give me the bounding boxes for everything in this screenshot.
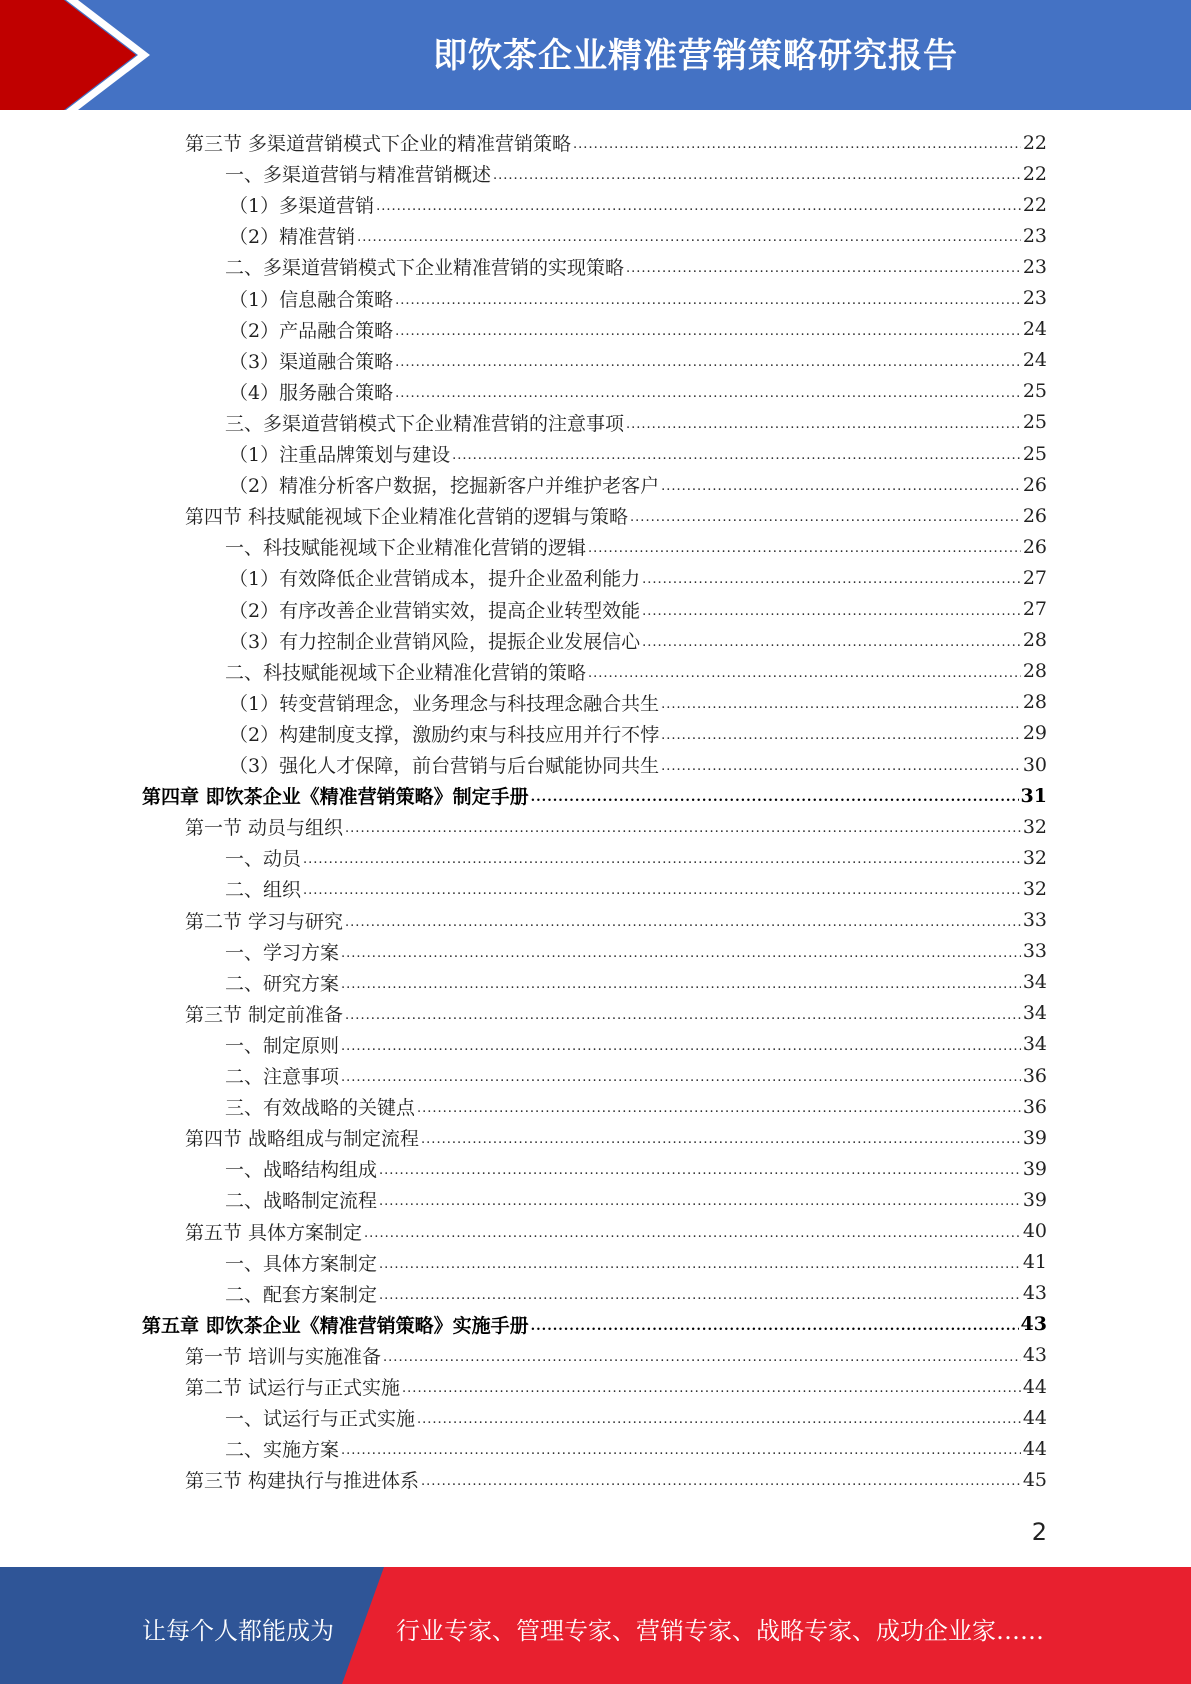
footer-slogan-left: 让每个人都能成为 (142, 1617, 334, 1645)
footer-slogan-right: 行业专家、管理专家、营销专家、战略专家、成功企业家…… (396, 1617, 1044, 1645)
toc-entry-title: （2）构建制度支撑，激励约束与科技应用并行不悖 (229, 723, 660, 746)
toc-entry[interactable] (225, 1153, 1047, 1184)
toc-entry-page: 45 (1022, 1468, 1047, 1491)
toc-entry-title: （3）渠道融合策略 (229, 350, 394, 373)
toc-entry-title: 二、组织 (225, 879, 302, 902)
toc-dot-leader (345, 1008, 1021, 1029)
toc-entry-page: 31 (1020, 784, 1047, 807)
toc-entry[interactable] (229, 220, 1047, 251)
toc-entry-page: 34 (1022, 1033, 1047, 1056)
toc-entry-page: 25 (1022, 442, 1047, 465)
toc-entry[interactable] (225, 1433, 1047, 1464)
toc-entry-page: 39 (1022, 1188, 1047, 1211)
toc-entry-page: 40 (1022, 1220, 1047, 1242)
toc-entry-title: 一、动员 (225, 848, 302, 871)
toc-entry[interactable] (185, 998, 1047, 1029)
toc-dot-leader (345, 915, 1021, 936)
toc-entry-page: 39 (1022, 1126, 1047, 1149)
toc-entry[interactable] (225, 1091, 1047, 1122)
toc-entry-page: 22 (1022, 162, 1047, 185)
toc-entry-title: 一、战略结构组成 (225, 1159, 378, 1182)
toc-entry-title: 第三节 多渠道营销模式下企业的精准营销策略 (185, 133, 572, 155)
toc-dot-leader (402, 1381, 1021, 1402)
toc-entry-page: 26 (1022, 504, 1047, 527)
toc-entry-title: 二、注意事项 (225, 1066, 340, 1088)
toc-entry-page: 43 (1022, 1344, 1047, 1367)
toc-entry-page: 24 (1022, 318, 1047, 341)
toc-entry[interactable] (185, 1122, 1047, 1153)
toc-entry[interactable] (229, 469, 1047, 500)
toc-entry-title: （1）信息融合策略 (229, 288, 394, 311)
toc-entry-title: 三、有效战略的关键点 (225, 1097, 416, 1120)
toc-entry-title: （2）有序改善企业营销实效，提高企业转型效能 (229, 599, 641, 622)
toc-entry[interactable] (229, 687, 1047, 718)
toc-dot-leader (630, 510, 1021, 531)
toc-dot-leader (417, 1412, 1021, 1433)
toc-dot-leader (341, 1039, 1021, 1060)
toc-entry[interactable] (225, 407, 1047, 438)
toc-entry-page: 34 (1022, 1002, 1047, 1025)
toc-dot-leader (417, 1101, 1021, 1122)
toc-entry[interactable] (225, 873, 1047, 904)
toc-entry-page: 43 (1020, 1313, 1047, 1336)
toc-dot-leader (588, 541, 1021, 562)
toc-dot-leader (383, 1350, 1021, 1371)
toc-dot-leader (341, 977, 1021, 998)
report-header (0, 0, 1191, 110)
toc-entry-page: 25 (1022, 411, 1047, 434)
toc-entry-page: 32 (1022, 846, 1047, 869)
toc-dot-leader (626, 417, 1021, 438)
toc-entry-title: 二、科技赋能视域下企业精准化营销的策略 (225, 661, 587, 684)
toc-entry-page: 32 (1022, 877, 1047, 900)
toc-dot-leader (573, 137, 1021, 158)
toc-entry-title: （2）产品融合策略 (229, 319, 394, 342)
toc-entry-title: 二、多渠道营销模式下企业精准营销的实现策略 (225, 257, 625, 280)
toc-entry[interactable] (229, 376, 1047, 407)
toc-entry-title: （4）服务融合策略 (229, 381, 394, 404)
toc-entry-page: 33 (1022, 940, 1047, 963)
toc-entry[interactable] (185, 905, 1047, 936)
toc-entry-page: 44 (1022, 1406, 1047, 1429)
toc-entry[interactable] (229, 283, 1047, 314)
toc-dot-leader (493, 168, 1021, 189)
toc-entry[interactable] (225, 842, 1047, 873)
toc-entry[interactable] (225, 1247, 1047, 1278)
toc-entry[interactable] (185, 1371, 1047, 1402)
toc-entry[interactable] (229, 562, 1047, 593)
toc-entry-title: 一、具体方案制定 (225, 1252, 378, 1275)
toc-entry-title: 一、多渠道营销与精准营销概述 (225, 164, 492, 187)
toc-dot-leader (303, 852, 1021, 873)
toc-dot-leader (661, 759, 1021, 780)
toc-entry[interactable] (229, 625, 1047, 656)
toc-dot-leader (661, 697, 1021, 718)
toc-entry[interactable] (225, 1402, 1047, 1433)
toc-entry-page: 28 (1022, 691, 1047, 714)
toc-entry-title: 一、科技赋能视域下企业精准化营销的逻辑 (225, 537, 587, 560)
toc-entry[interactable] (229, 345, 1047, 376)
toc-entry[interactable] (225, 1060, 1047, 1091)
toc-entry-title: （1）转变营销理念，业务理念与科技理念融合共生 (229, 692, 660, 715)
toc-dot-leader (303, 883, 1021, 904)
page-footer (0, 1567, 1191, 1684)
toc-entry[interactable] (229, 189, 1047, 220)
toc-entry-title: 二、配套方案制定 (225, 1283, 378, 1306)
toc-entry-title: 第五章 即饮茶企业《精准营销策略》实施手册 (142, 1314, 529, 1337)
toc-entry[interactable] (225, 1278, 1047, 1309)
page-number: 2 (1031, 1518, 1047, 1546)
toc-entry[interactable] (229, 594, 1047, 625)
toc-dot-leader (452, 448, 1021, 469)
toc-entry-title: 第三节 制定前准备 (185, 1003, 344, 1026)
toc-entry-page: 36 (1022, 1064, 1047, 1087)
toc-dot-leader (642, 635, 1021, 656)
toc-entry-title: （3）有力控制企业营销风险，提振企业发展信心 (229, 630, 641, 653)
toc-dot-leader (421, 1132, 1021, 1153)
toc-dot-leader (661, 728, 1021, 749)
toc-dot-leader (395, 293, 1021, 314)
toc-entry-title: （2）精准分析客户数据，挖掘新客户并维护老客户 (229, 475, 660, 498)
toc-entry-title: （1）注重品牌策划与建设 (229, 444, 451, 466)
toc-entry-title: 二、战略制定流程 (225, 1190, 378, 1213)
toc-entry-page: 34 (1022, 971, 1047, 994)
toc-dot-leader (395, 355, 1021, 376)
toc-entry-title: 第五节 具体方案制定 (185, 1221, 363, 1244)
toc-entry-title: 第一节 培训与实施准备 (185, 1345, 382, 1368)
toc-entry-title: （1）有效降低企业营销成本，提升企业盈利能力 (229, 568, 641, 591)
toc-entry-title: 一、学习方案 (225, 941, 340, 964)
toc-chapter-entry[interactable] (142, 1309, 1047, 1340)
toc-entry-title: 第三节 构建执行与推进体系 (185, 1470, 420, 1493)
toc-chapter-entry[interactable] (142, 780, 1047, 811)
toc-entry[interactable] (225, 967, 1047, 998)
toc-dot-leader (364, 1226, 1021, 1247)
toc-entry-page: 28 (1022, 629, 1047, 652)
toc-entry-page: 43 (1022, 1282, 1047, 1305)
toc-dot-leader (588, 666, 1021, 687)
toc-entry-title: 第四节 战略组成与制定流程 (185, 1128, 420, 1151)
toc-dot-leader (531, 1319, 1019, 1340)
toc-entry-page: 41 (1022, 1251, 1047, 1274)
toc-entry-page: 25 (1022, 380, 1047, 403)
toc-entry[interactable] (225, 1029, 1047, 1060)
toc-entry-title: 二、实施方案 (225, 1439, 340, 1462)
toc-entry-title: 第二节 试运行与正式实施 (185, 1377, 401, 1399)
toc-dot-leader (341, 1443, 1021, 1464)
toc-dot-leader (531, 790, 1019, 811)
toc-entry-page: 24 (1022, 349, 1047, 372)
toc-entry[interactable] (225, 531, 1047, 562)
toc-entry-page: 26 (1022, 535, 1047, 558)
toc-entry-page: 36 (1022, 1095, 1047, 1118)
toc-entry[interactable] (185, 1216, 1047, 1247)
toc-entry[interactable] (229, 438, 1047, 469)
toc-dot-leader (341, 1070, 1021, 1091)
toc-entry-page: 23 (1022, 224, 1047, 247)
toc-entry-page: 26 (1022, 473, 1047, 496)
toc-entry[interactable] (225, 656, 1047, 687)
toc-dot-leader (395, 324, 1021, 345)
toc-dot-leader (395, 386, 1021, 407)
toc-entry[interactable] (225, 251, 1047, 282)
toc-entry-title: 第二节 学习与研究 (185, 910, 344, 933)
toc-entry-page: 29 (1022, 722, 1047, 745)
toc-entry-page: 28 (1022, 660, 1047, 683)
toc-entry[interactable] (229, 749, 1047, 780)
toc-dot-leader (345, 821, 1021, 842)
toc-entry-title: 一、制定原则 (225, 1034, 340, 1057)
report-title: 即饮茶企业精准营销策略研究报告 (433, 36, 958, 76)
toc-entry-title: 第四节 科技赋能视域下企业精准化营销的逻辑与策略 (185, 506, 629, 529)
toc-entry-title: （3）强化人才保障，前台营销与后台赋能协同共生 (229, 755, 660, 777)
toc-entry-page: 27 (1022, 598, 1047, 620)
toc-entry-page: 27 (1022, 566, 1047, 589)
toc-entry-page: 44 (1022, 1437, 1047, 1460)
toc-dot-leader (376, 199, 1021, 220)
toc-entry-page: 22 (1022, 131, 1047, 154)
toc-dot-leader (379, 1163, 1021, 1184)
toc-entry[interactable] (185, 500, 1047, 531)
toc-dot-leader (379, 1194, 1021, 1215)
toc-entry-page: 39 (1022, 1157, 1047, 1180)
toc-dot-leader (421, 1474, 1021, 1495)
toc-entry[interactable] (229, 718, 1047, 749)
toc-dot-leader (642, 572, 1021, 593)
toc-entry-title: 一、试运行与正式实施 (225, 1408, 416, 1431)
toc-entry-title: 第一节 动员与组织 (185, 817, 344, 840)
toc-entry[interactable] (225, 936, 1047, 967)
toc-dot-leader (379, 1257, 1021, 1278)
toc-entry-page: 44 (1022, 1375, 1047, 1398)
toc-entry[interactable] (225, 1184, 1047, 1215)
toc-entry-page: 22 (1022, 193, 1047, 216)
toc-entry-page: 23 (1022, 255, 1047, 278)
toc-dot-leader (341, 946, 1021, 967)
toc-entry-title: 第四章 即饮茶企业《精准营销策略》制定手册 (142, 786, 529, 809)
toc-entry-page: 32 (1022, 815, 1047, 838)
toc-entry-title: （2）精准营销 (229, 226, 356, 249)
toc-dot-leader (379, 1288, 1021, 1309)
toc-dot-leader (642, 604, 1021, 625)
toc-entry-title: 三、多渠道营销模式下企业精准营销的注意事项 (225, 412, 625, 435)
toc-entry-page: 30 (1022, 753, 1047, 776)
toc-entry-title: 二、研究方案 (225, 972, 340, 995)
toc-entry[interactable] (185, 811, 1047, 842)
toc-entry[interactable] (185, 1340, 1047, 1371)
toc-entry-title: （1）多渠道营销 (229, 195, 375, 218)
toc-dot-leader (357, 230, 1021, 251)
toc-entry[interactable] (185, 1464, 1047, 1495)
toc-entry[interactable] (185, 127, 1047, 158)
toc-entry[interactable] (229, 314, 1047, 345)
toc-entry[interactable] (225, 158, 1047, 189)
toc-entry-page: 23 (1022, 287, 1047, 309)
toc-dot-leader (661, 479, 1021, 500)
toc-dot-leader (626, 261, 1021, 282)
toc-entry-page: 33 (1022, 909, 1047, 931)
